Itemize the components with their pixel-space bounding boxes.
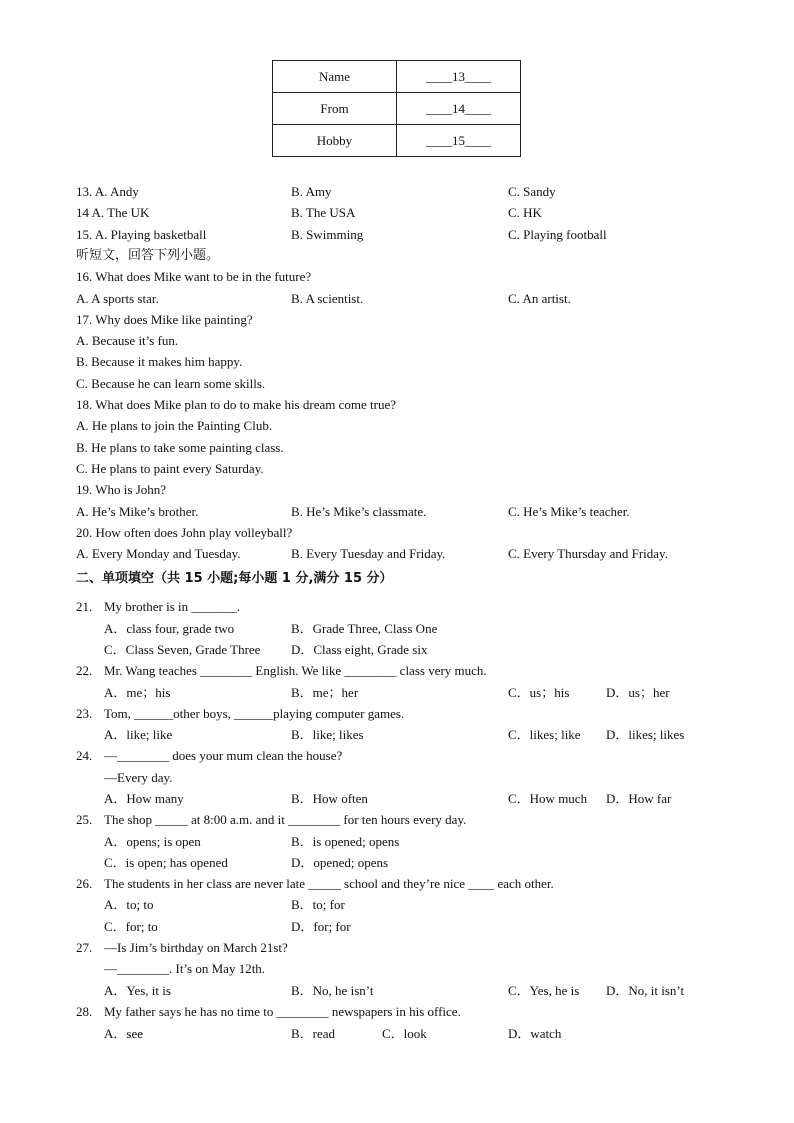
q26-number: 26. bbox=[76, 876, 93, 891]
q27-option-b: B．No, he isn’t bbox=[291, 983, 374, 998]
q20-option-b: B. Every Tuesday and Friday. bbox=[291, 546, 446, 561]
q19-stem: 19. Who is John? bbox=[76, 482, 167, 497]
q19-option-c: C. He’s Mike’s teacher. bbox=[508, 504, 630, 519]
q27-option-d: D．No, it isn’t bbox=[606, 983, 685, 998]
q18-option-b: B. He plans to take some painting class. bbox=[76, 440, 284, 455]
q24-reply: —Every day. bbox=[104, 770, 173, 785]
q19-option-b: B. He’s Mike’s classmate. bbox=[291, 504, 427, 519]
q23-option-b: B．like; likes bbox=[291, 727, 364, 742]
q15-option-c: C. Playing football bbox=[508, 227, 607, 242]
q24-stem: —________ does your mum clean the house? bbox=[104, 748, 343, 763]
q25-stem: The shop _____ at 8:00 a.m. and it ________ for ten hours every day. bbox=[104, 812, 467, 827]
q26-option-d: D．for; for bbox=[291, 919, 351, 934]
q27-stem: —Is Jim’s birthday on March 21st? bbox=[104, 940, 288, 955]
q27-number: 27. bbox=[76, 940, 93, 955]
q17-option-c: C. Because he can learn some skills. bbox=[76, 376, 266, 391]
q23-number: 23. bbox=[76, 706, 93, 721]
q21-option-c: C．Class Seven, Grade Three bbox=[104, 642, 261, 657]
q21-option-b: B．Grade Three, Class One bbox=[291, 621, 438, 636]
q15-option-b: B. Swimming bbox=[291, 227, 364, 242]
q19-option-a: A. He’s Mike’s brother. bbox=[76, 504, 199, 519]
q23-option-a: A．like; like bbox=[104, 727, 173, 742]
q23-stem: Tom, ______other boys, ______playing computer games. bbox=[104, 706, 405, 721]
q18-option-a: A. He plans to join the Painting Club. bbox=[76, 418, 273, 433]
q13-option-c: C. Sandy bbox=[508, 184, 556, 199]
q22-option-d: D．us；her bbox=[606, 685, 670, 700]
q21-option-d: D．Class eight, Grade six bbox=[291, 642, 428, 657]
q14-option-a: 14 A. The UK bbox=[76, 205, 150, 220]
table-cell-blank: ____15____ bbox=[397, 125, 521, 157]
q16-option-a: A. A sports star. bbox=[76, 291, 159, 306]
q21-stem: My brother is in _______. bbox=[104, 599, 241, 614]
table-cell-blank: ____14____ bbox=[397, 93, 521, 125]
q25-option-c: C．is open; has opened bbox=[104, 855, 228, 870]
q28-option-a: A．see bbox=[104, 1026, 143, 1041]
q23-option-c: C．likes; like bbox=[508, 727, 581, 742]
q17-option-a: A. Because it’s fun. bbox=[76, 333, 179, 348]
table-cell-key: Name bbox=[273, 61, 397, 93]
table-cell-blank: ____13____ bbox=[397, 61, 521, 93]
q21-option-a: A．class four, grade two bbox=[104, 621, 235, 636]
q17-option-b: B. Because it makes him happy. bbox=[76, 354, 243, 369]
q24-option-b: B．How often bbox=[291, 791, 368, 806]
q22-stem: Mr. Wang teaches ________ English. We like ________ class very much. bbox=[104, 663, 487, 678]
q26-option-a: A．to; to bbox=[104, 897, 154, 912]
section-heading: 二、单项填空（共 15 小题;每小题 1 分,满分 15 分） bbox=[76, 571, 393, 586]
q16-stem: 16. What does Mike want to be in the future? bbox=[76, 269, 312, 284]
q26-option-c: C．for; to bbox=[104, 919, 158, 934]
q27-option-c: C．Yes, he is bbox=[508, 983, 580, 998]
q23-option-d: D．likes; likes bbox=[606, 727, 685, 742]
q15-option-a: 15. A. Playing basketball bbox=[76, 227, 207, 242]
q26-option-b: B．to; for bbox=[291, 897, 345, 912]
q20-option-a: A. Every Monday and Tuesday. bbox=[76, 546, 241, 561]
listening-heading: 听短文，回答下列小题。 bbox=[76, 248, 220, 263]
q28-stem: My father says he has no time to ________ newspapers in his office. bbox=[104, 1004, 461, 1019]
q25-option-b: B．is opened; opens bbox=[291, 834, 400, 849]
q28-option-d: D．watch bbox=[508, 1026, 562, 1041]
q18-option-c: C. He plans to paint every Saturday. bbox=[76, 461, 264, 476]
table-cell-key: Hobby bbox=[273, 125, 397, 157]
q20-option-c: C. Every Thursday and Friday. bbox=[508, 546, 668, 561]
q27-option-a: A．Yes, it is bbox=[104, 983, 171, 998]
q26-stem: The students in her class are never late _____ school and they’re nice ____ each other. bbox=[104, 876, 554, 891]
q18-stem: 18. What does Mike plan to do to make his dream come true? bbox=[76, 397, 396, 412]
q22-option-a: A．me；his bbox=[104, 685, 171, 700]
q24-option-c: C．How much bbox=[508, 791, 588, 806]
table-cell-key: From bbox=[273, 93, 397, 125]
q24-option-a: A．How many bbox=[104, 791, 184, 806]
q25-option-a: A．opens; is open bbox=[104, 834, 201, 849]
q25-option-d: D．opened; opens bbox=[291, 855, 389, 870]
table-row bbox=[273, 61, 521, 93]
q22-option-c: C．us；his bbox=[508, 685, 570, 700]
q16-option-c: C. An artist. bbox=[508, 291, 571, 306]
q13-option-b: B. Amy bbox=[291, 184, 332, 199]
info-table bbox=[272, 60, 521, 157]
q27-reply: —________. It’s on May 12th. bbox=[104, 961, 266, 976]
table-row bbox=[273, 125, 521, 157]
q25-number: 25. bbox=[76, 812, 93, 827]
q24-option-d: D．How far bbox=[606, 791, 672, 806]
table-row bbox=[273, 93, 521, 125]
q13-option-a: 13. A. Andy bbox=[76, 184, 139, 199]
q28-option-b: B．read bbox=[291, 1026, 336, 1041]
q21-number: 21. bbox=[76, 599, 93, 614]
q22-option-b: B．me；her bbox=[291, 685, 359, 700]
q22-number: 22. bbox=[76, 663, 93, 678]
q28-number: 28. bbox=[76, 1004, 93, 1019]
q16-option-b: B. A scientist. bbox=[291, 291, 364, 306]
q17-stem: 17. Why does Mike like painting? bbox=[76, 312, 253, 327]
q20-stem: 20. How often does John play volleyball? bbox=[76, 525, 293, 540]
q14-option-b: B. The USA bbox=[291, 205, 356, 220]
q24-number: 24. bbox=[76, 748, 93, 763]
q28-option-c: C．look bbox=[382, 1026, 427, 1041]
q14-option-c: C. HK bbox=[508, 205, 542, 220]
